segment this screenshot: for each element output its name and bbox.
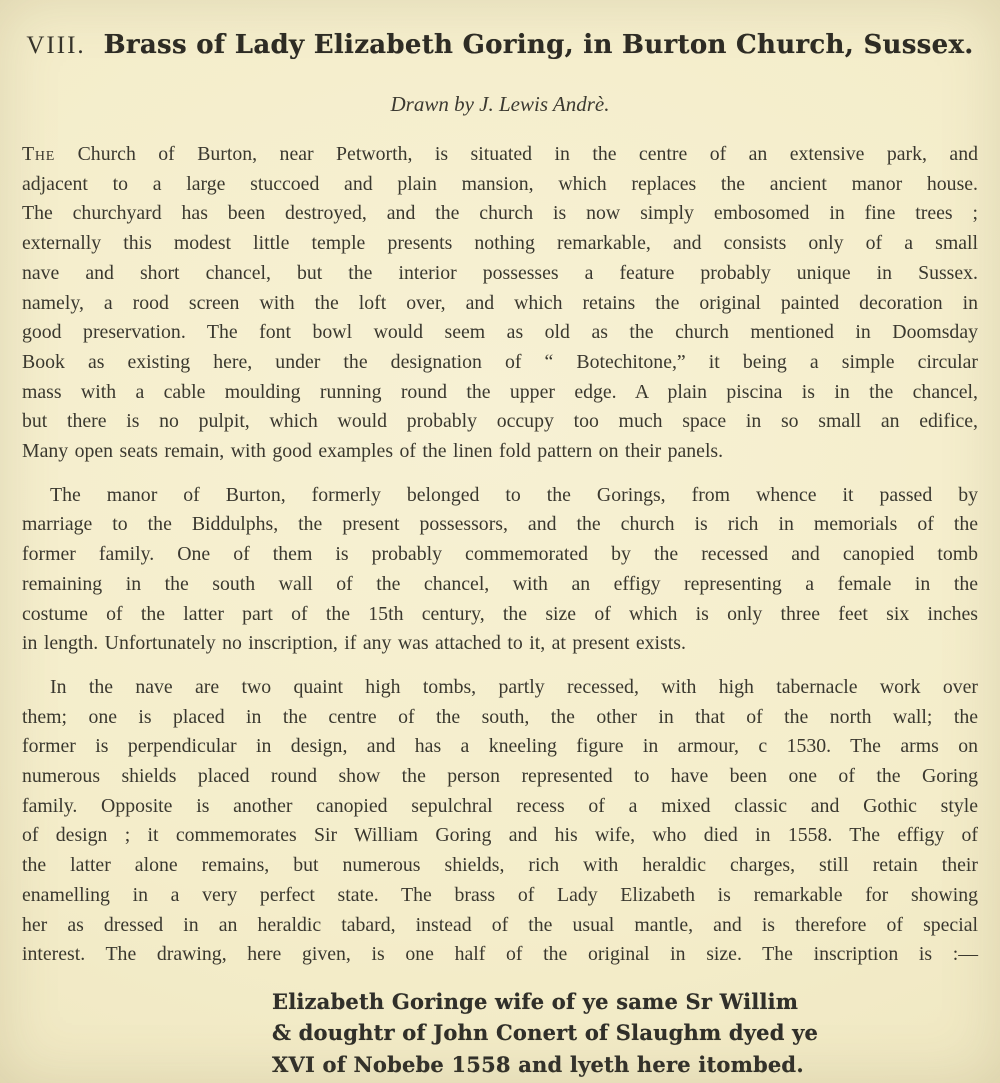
text-line: Many open seats remain, with good examples of the linen fold pattern on their panels. [22, 440, 724, 463]
text-line: marriage to the Biddulphs, the present possessors, and the church is rich in memorials of the [22, 513, 978, 536]
text-line: adjacent to a large stuccoed and plain mansion, which replaces the ancient manor house. [22, 172, 978, 195]
text-line: family. Opposite is another canopied sepulchral recess of a mixed classic and Gothic style [22, 794, 978, 817]
body-text [22, 140, 978, 970]
text-line: In the nave are two quaint high tombs, partly recessed, with high tabernacle work over [50, 675, 978, 698]
text-line: nave and short chancel, but the interior possesses a feature probably unique in Sussex. [22, 261, 978, 284]
inscription-line: Elizabeth Goringe wife of ye same Sr Willim [272, 988, 799, 1014]
text-line: The churchyard has been destroyed, and the church is now simply embosomed in fine trees ; [22, 202, 978, 225]
text-line: externally this modest little temple presents nothing remarkable, and consists only of a small [22, 232, 978, 255]
text-line: interest. The drawing, here given, is one half of the original in size. The inscription is :— [22, 943, 978, 966]
text-line: costume of the latter part of the 15th century, the size of which is only three feet six inches [22, 602, 978, 625]
text-line: enamelling in a very perfect state. The brass of Lady Elizabeth is remarkable for showing [22, 883, 978, 906]
paragraph-2 [22, 481, 978, 659]
inscription-line: XVI of Nobebe 1558 and lyeth here itombed. [272, 1051, 804, 1077]
text-line: namely, a rood screen with the loft over, and which retains the original painted decoration in [22, 291, 978, 314]
text-line [22, 140, 978, 170]
inscription-line: & doughtr of John Conert of Slaughm dyed ye [272, 1020, 819, 1046]
text-line: Book as existing here, under the designation of “ Botechitone,” it being a simple circular [22, 350, 978, 373]
text-line: good preservation. The font bowl would seem as old as the church mentioned in Doomsday [22, 321, 978, 344]
text-line: former family. One of them is probably commemorated by the recessed and canopied tomb [22, 543, 978, 566]
lead-word: The [22, 143, 56, 165]
paragraph-1 [22, 140, 978, 467]
text-line: numerous shields placed round show the person represented to have been one of the Goring [22, 765, 978, 788]
text-line: but there is no pulpit, which would probably occupy too much space in so small an edifice, [22, 410, 978, 433]
text-line: her as dressed in an heraldic tabard, instead of the usual mantle, and is therefore of special [22, 913, 978, 936]
text-line: in length. Unfortunately no inscription, if any was attached to it, at present exists. [22, 632, 686, 655]
text-line: them; one is placed in the centre of the south, the other in that of the north wall; the [22, 705, 978, 728]
text-line: remaining in the south wall of the chancel, with an effigy representing a female in the [22, 572, 978, 595]
text-line: The manor of Burton, formerly belonged to the Gorings, from whence it passed by [50, 483, 978, 506]
page-heading [22, 28, 978, 66]
text-line: mass with a cable moulding running round the upper edge. A plain piscina is in the chancel, [22, 380, 978, 403]
byline: Drawn by J. Lewis Andrè. [390, 92, 610, 116]
heading-title: Brass of Lady Elizabeth Goring, in Burton Church, Sussex. [103, 30, 974, 60]
text-line: the latter alone remains, but numerous shields, rich with heraldic charges, still retain their [22, 854, 978, 877]
text-line-rest: Church of Burton, near Petworth, is situated in the centre of an extensive park, and [77, 143, 978, 165]
text-line: former is perpendicular in design, and has a kneeling figure in armour, c 1530. The arms on [22, 735, 978, 758]
paragraph-3 [22, 673, 978, 970]
heading-plate-number: VIII. [26, 32, 86, 59]
brass-inscription [272, 986, 978, 1081]
text-line: of design ; it commemorates Sir William Goring and his wife, who died in 1558. The effigy of [22, 824, 978, 847]
